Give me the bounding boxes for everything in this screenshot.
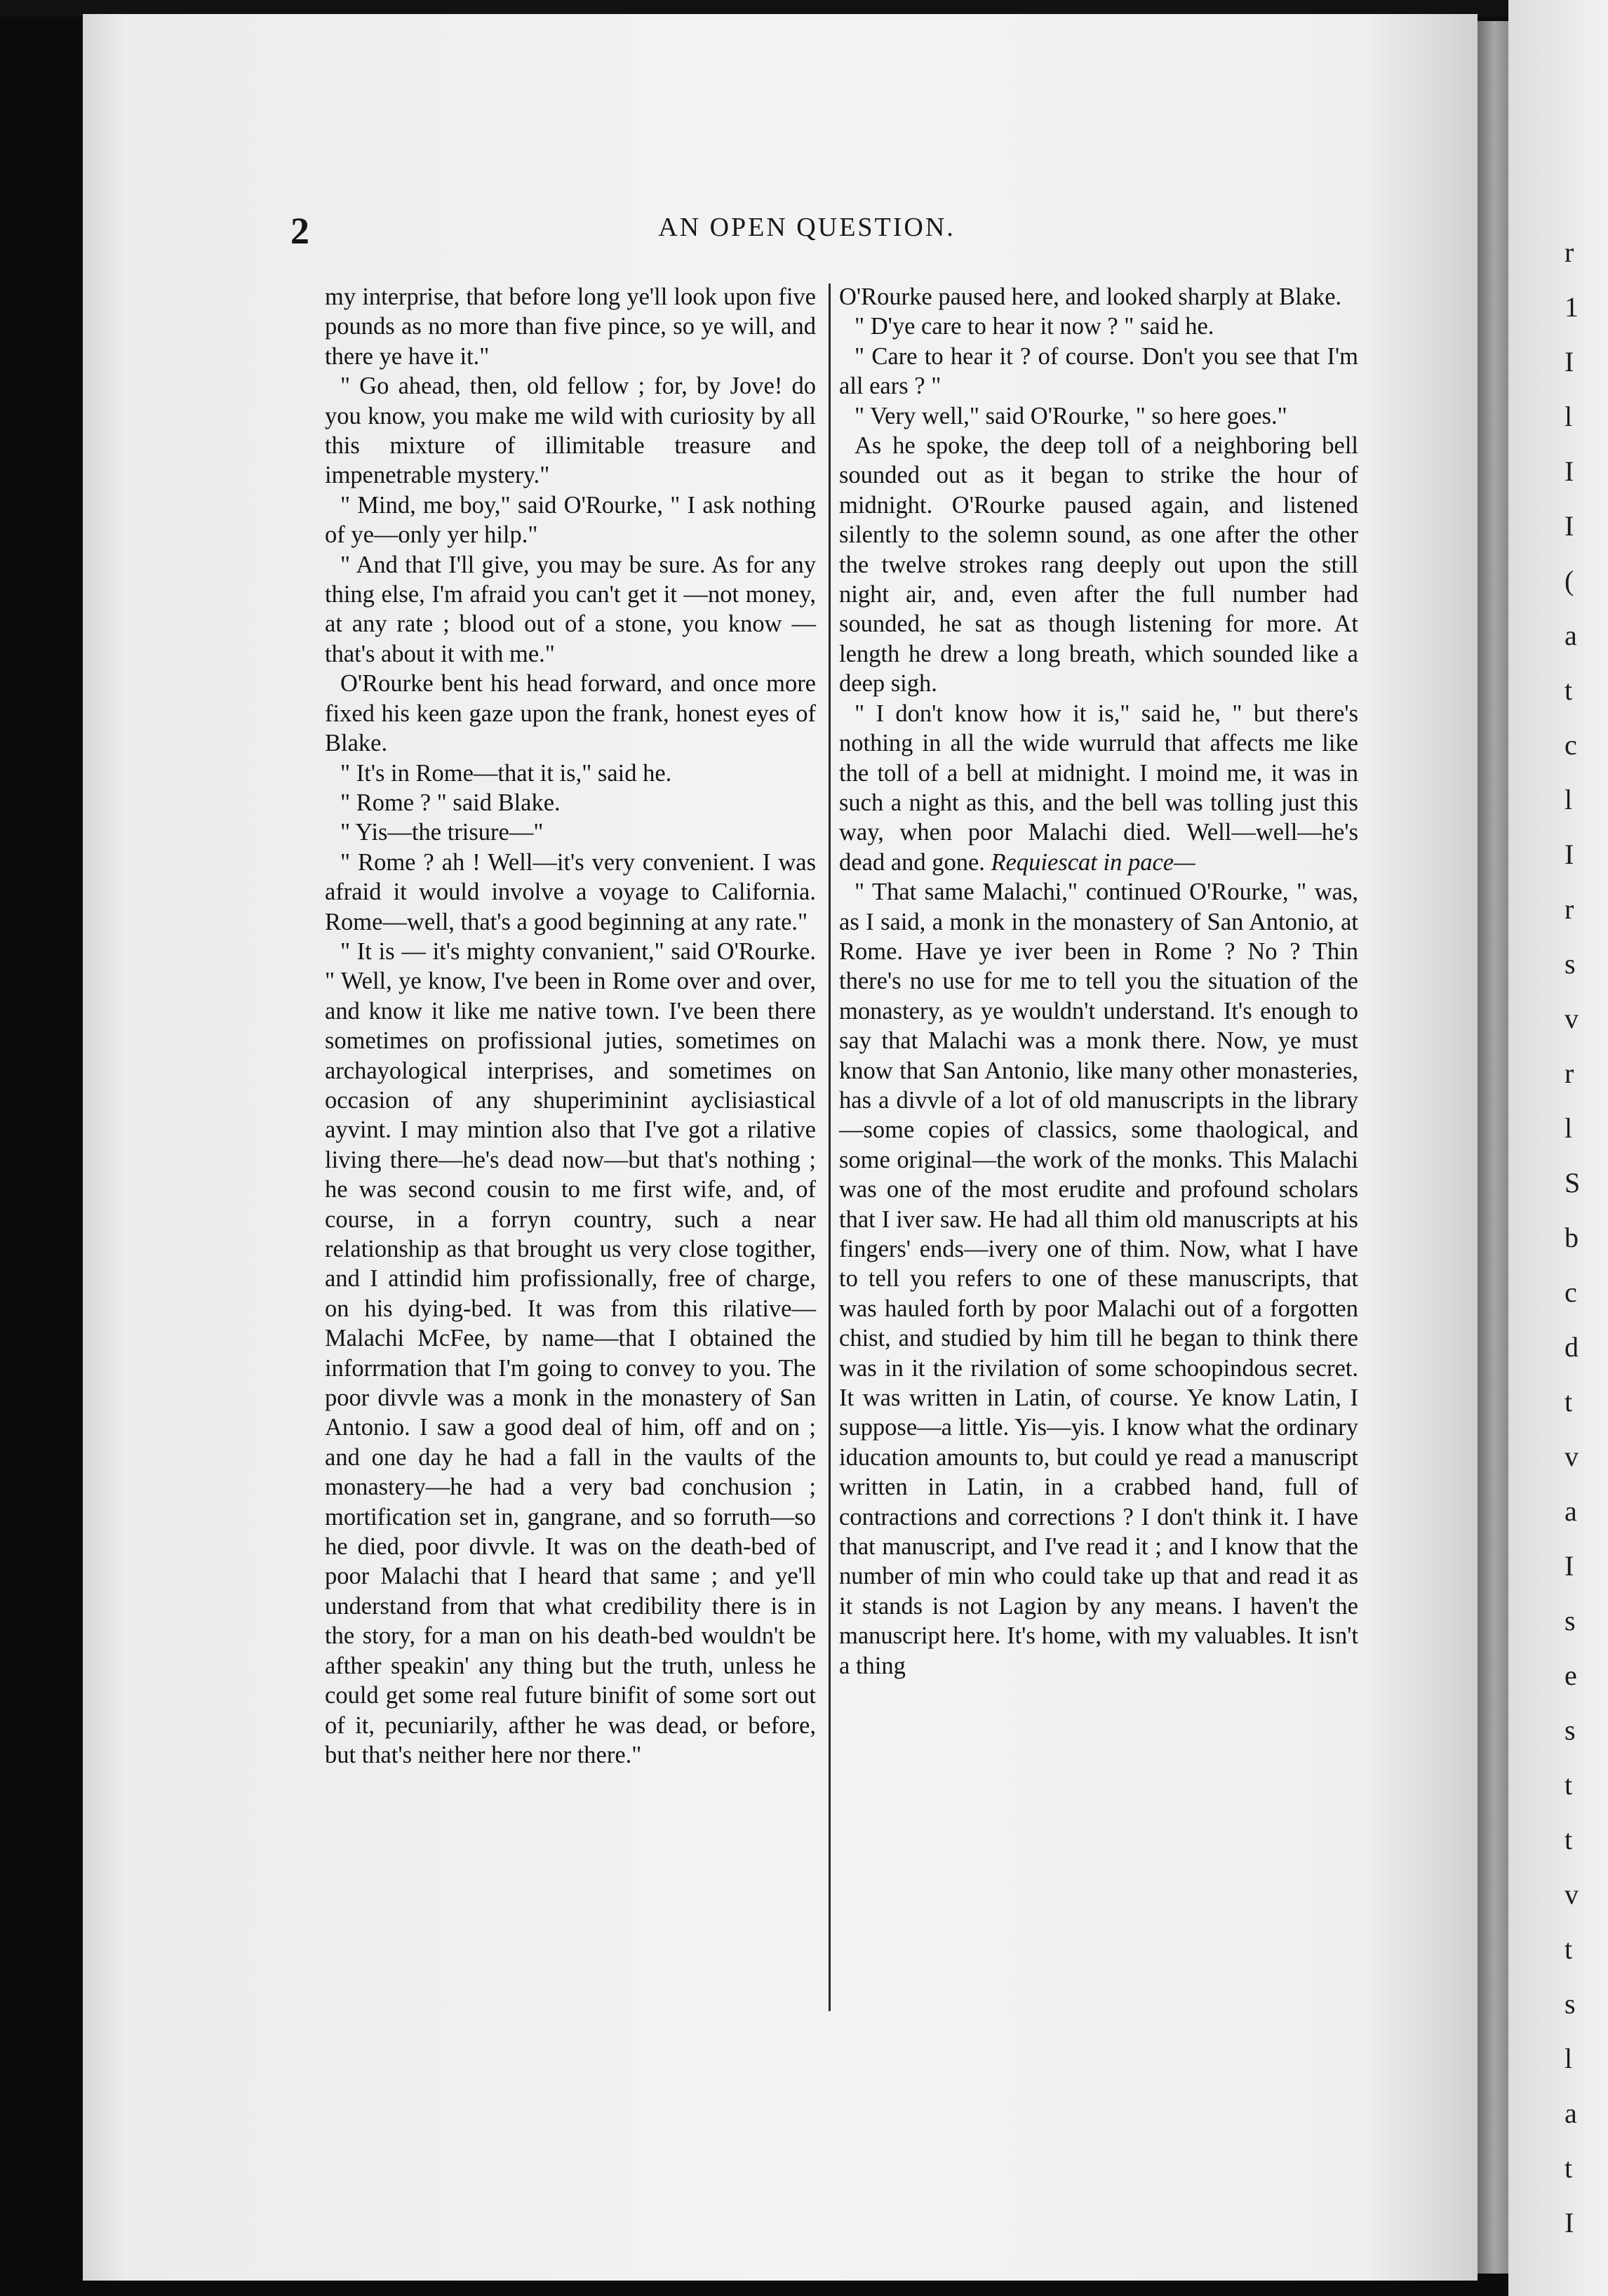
page-number: 2 [290,210,309,252]
next-page-letter: b [1565,1222,1579,1253]
left-text-column [325,282,816,1770]
paragraph: my interprise, that before long ye'll look upon five pounds as no more than five pince, so ye will, and there ye have it." [325,283,816,370]
next-page-letter: I [1565,1550,1574,1582]
column-divider-rule [829,283,831,2011]
paragraph: " Very well," said O'Rourke, " so here goes." [855,402,1287,429]
next-page-letter: v [1565,1878,1579,1910]
next-page-letter: d [1565,1331,1579,1363]
paragraph: " It is — it's mighty convanient," said O'Rourke. " Well, ye know, I've been in Rome over and over, and know it like me native town. I've been there sometimes on profissional juties, sometimes on archayological interprises, and sometimes on occasion of any shuperiminint ayclisiastical ayvint. I may mintion also that I've got a rilative living there—he's dead now—but that's nothing ; he was second cousin to me first wife, and, of course, in a forryn country, such a near relationship as that brought us very close togither, and I attindid him profissionally, free of charge, on his dying-bed. It was from this rilative—Malachi McFee, by name—that I obtained the inforrmation that I'm going to convey to you. The poor divvle was a monk in the monastery of San Antonio. I saw a good deal of him, off and on ; and one day he had a fall in the vaults of the monastery—he had a very bad conchusion ; mortification set in, gangrane, and so forruth—so he died, poor divvle. It was on the death-bed of poor Malachi that I heard that same ; and ye'll understand from that what credibility there is in the story, for a man on his death-bed wouldn't be afther speakin' any thing but the truth, unless he could get some real future binifit of some sort out of it, pecuniarily, afther he was dead, or before, but that's neither here nor there." [325,937,816,1768]
paragraph: " And that I'll give, you may be sure. As for any thing else, I'm afraid you can't get it —not money, at any rate ; blood out of a stone, you know — that's about it with me." [325,551,816,667]
right-text-column [839,282,1358,1681]
next-page-letter: r [1565,893,1574,925]
paragraph: " Care to hear it ? of course. Don't you see that I'm all ears ? " [839,342,1358,400]
next-page-letter: e [1565,1660,1577,1691]
next-page-letter: t [1565,1933,1573,1965]
paragraph: " Rome ? " said Blake. [340,789,561,816]
next-page-letter: t [1565,1769,1573,1801]
next-page-letter: r [1565,236,1574,268]
paragraph: As he spoke, the deep toll of a neighboring bell sounded out as it began to strike the hour of midnight. O'Rourke paused again, and listened silently to the solemn sound, as one after the other the twelve strokes rang deeply out upon the still night air, and, even after the full number had sounded, he sat as though listening for more. At length he drew a long breath, which sounded like a deep sigh. [839,432,1358,698]
paragraph: " D'ye care to hear it now ? " said he. [855,313,1214,340]
next-page-letter: t [1565,2152,1573,2184]
paragraph-text: " I don't know how it is," said he, " but there's nothing in all the wide wurruld that affects me like the toll of a bell at midnight. I moind me, it was in such a night as this, and the bell was tolling just this way, when poor Malachi died. Well—well—he's dead and gone. [839,700,1358,876]
next-page-letter: r [1565,1057,1574,1089]
paragraph [839,699,1358,877]
paragraph: O'Rourke bent his head forward, and once more fixed his keen gaze upon the frank, honest eyes of Blake. [325,670,816,757]
next-page-letter: s [1565,1714,1576,1746]
next-page-letter: t [1565,1386,1573,1417]
next-page-letter: v [1565,1441,1579,1472]
next-page-edge [1508,0,1608,2296]
next-page-letter: l [1565,784,1573,815]
latin-phrase: Requiescat in pace— [991,848,1195,876]
next-page-letter: s [1565,1605,1576,1636]
next-page-letter: l [1565,401,1573,432]
next-page-letter: l [1565,1112,1573,1144]
paragraph: " Yis—the trisure—" [340,819,544,846]
next-page-letter: v [1565,1003,1579,1034]
next-page-letter: I [1565,2207,1574,2238]
paragraph: " Go ahead, then, old fellow ; for, by Jove! do you know, you make me wild with curiosity by all this mixture of illimitable treasure and impenetrable mystery." [325,373,816,489]
paragraph: " Mind, me boy," said O'Rourke, " I ask nothing of ye—only yer hilp." [325,491,816,549]
next-page-letter: I [1565,346,1574,378]
next-page-letter: a [1565,620,1577,651]
paragraph: " Rome ? ah ! Well—it's very convenient. I was afraid it would involve a voyage to California. Rome—well, that's a good beginning at any rate." [325,848,816,935]
paragraph: " It's in Rome—that it is," said he. [340,759,672,787]
next-page-letter: c [1565,729,1577,761]
next-page-letter: I [1565,839,1574,870]
next-page-letter: c [1565,1276,1577,1308]
paragraph: O'Rourke paused here, and looked sharply at Blake. [839,283,1342,310]
next-page-letter: a [1565,2097,1577,2129]
next-page-letter: l [1565,2043,1573,2074]
next-page-letter: 1 [1565,291,1579,323]
next-page-letter: s [1565,948,1576,980]
next-page-letter: S [1565,1167,1581,1199]
next-page-letter: ( [1565,565,1574,596]
next-page-letter: a [1565,1495,1577,1527]
next-page-letter: t [1565,674,1573,706]
next-page-letter: t [1565,1824,1573,1855]
next-page-letter: I [1565,455,1574,487]
next-page-letter: s [1565,1988,1576,2020]
book-gutter-shadow [1478,21,1508,2274]
paragraph: " That same Malachi," continued O'Rourke, " was, as I said, a monk in the monastery of San Antonio, at Rome. Have ye iver been in Rome ? No ? Thin there's no use for me to tell you the situation of the monastery, as ye wouldn't understand. It's enough to say that Malachi was a monk there. Now, ye must know that San Antonio, like many other monasteries, has a divvle of a lot of old manuscripts in the library—some copies of classics, some thaological, and some original—the work of the monks. This Malachi was one of the most erudite and profound scholars that I iver saw. He had all thim old manuscripts at his fingers' ends—ivery one of thim. Now, what I have to tell you refers to one of these manuscripts, that was hauled forth by poor Malachi out of a forgotten chist, and studied by him till he began to think there was in it the rivilation of some schoopindous secret. It was written in Latin, of course. Ye know Latin, I suppose—a little. Yis—yis. I know what the ordinary iducation amounts to, but could ye read a manuscript written in Latin, in a crabbed hand, full of contractions and corrections ? I don't think it. I have that manuscript, and I've read it ; and I know that the number of min who could take up that and read it as it stands is not Lagion by any means. I haven't the manuscript here. It's home, with my valuables. It isn't a thing [839,879,1358,1679]
running-head: AN OPEN QUESTION. [658,213,956,242]
next-page-letter: I [1565,510,1574,542]
